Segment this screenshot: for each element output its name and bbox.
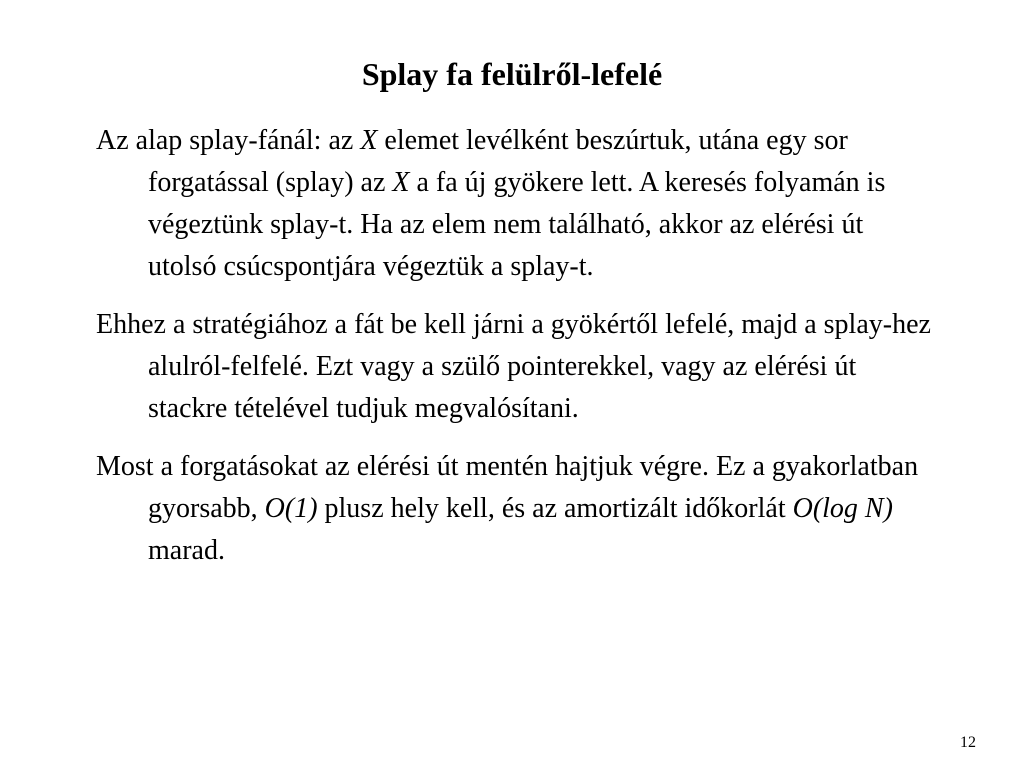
text-run: Most a forgatásokat az elérési út mentén hajtjuk végre. Ez a gyakorlatban gyorsabb,: [96, 451, 919, 524]
paragraph-rotations: [96, 446, 936, 572]
text-run: a fa új gyökere lett. A keresés folyamán is végeztünk splay-t. Ha az elem nem található, akkor az elérési út utolsó csúcspontjára végeztük a splay-t.: [148, 167, 886, 282]
text-run: marad.: [148, 535, 225, 566]
italic-variable-x: X: [360, 125, 378, 156]
paragraph-strategy: [96, 304, 936, 430]
text-run: Az alap splay-fánál: az: [96, 125, 361, 156]
slide-title: Splay fa felülről-lefelé: [361, 56, 663, 92]
paragraph-splay-intro: [96, 120, 936, 288]
italic-variable-x: X: [392, 167, 410, 198]
text-run: Ehhez a stratégiához a fát be kell járni a gyökértől lefelé, majd a splay-hez alulról-felfelé. Ezt vagy a szülő pointerekkel, vagy az elérési út stackre tételével tudjuk megvalósítani.: [96, 309, 931, 424]
page-number: 12: [960, 734, 976, 751]
text-run: plusz hely kell, és az amortizált időkorlát: [317, 493, 793, 524]
text-run: elemet levélként beszúrtuk, utána egy sor forgatással (splay) az: [148, 125, 848, 198]
italic-complexity-time: O(log N): [792, 493, 893, 524]
italic-complexity-space: O(1): [264, 493, 318, 524]
slide-body: [96, 120, 936, 588]
